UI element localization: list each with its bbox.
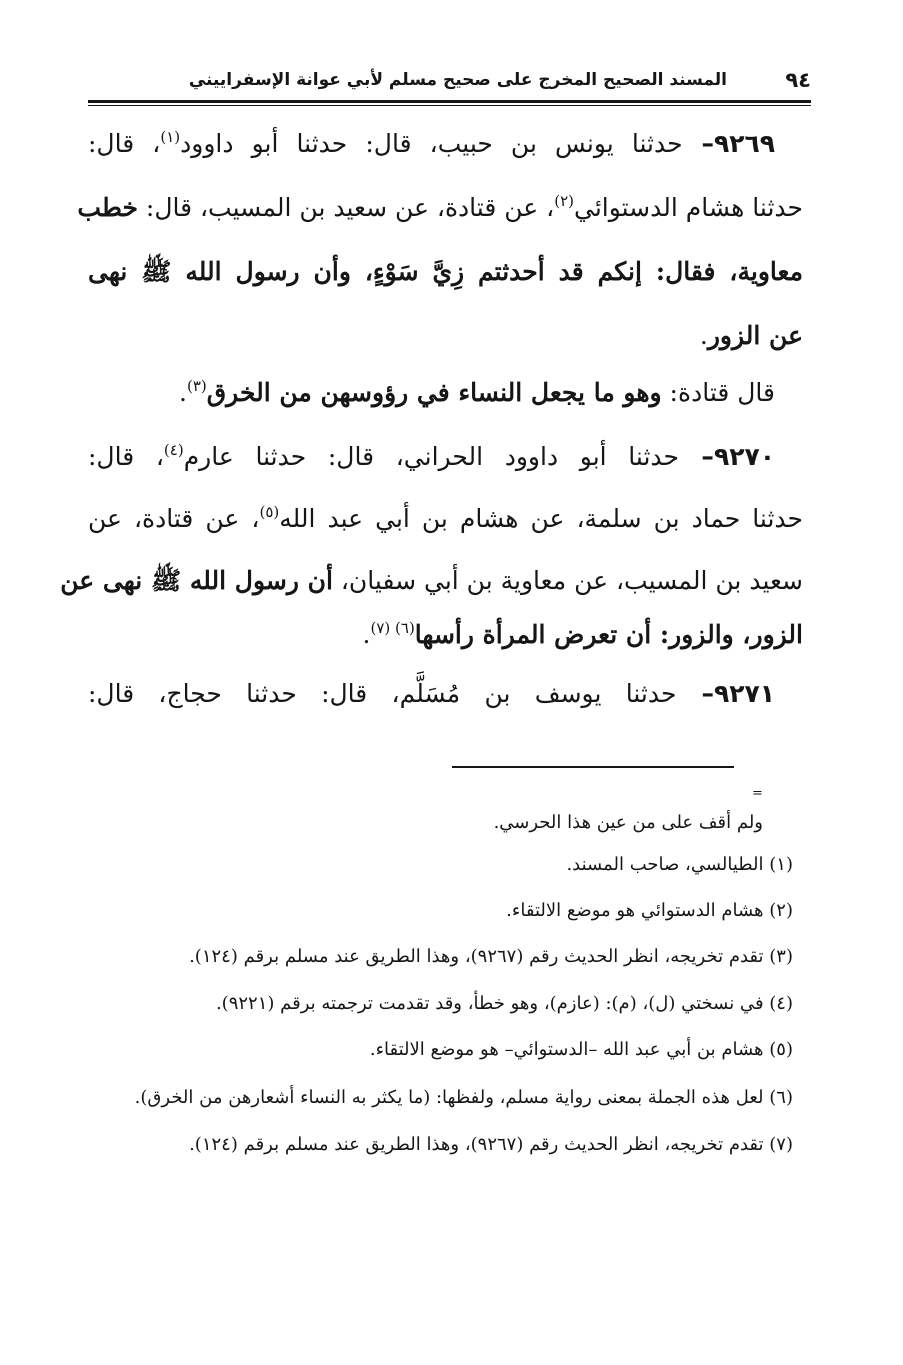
hadith-number: ٩٢٧١	[713, 679, 775, 708]
header-rule-thick	[88, 100, 811, 103]
isnad-text: حدثنا يوسف بن مُسَلَّم، قال: حدثنا حجاج، قال:	[88, 679, 677, 708]
hadith-9269-line-5	[88, 371, 775, 415]
isnad-text: حدثنا يونس بن حبيب، قال: حدثنا أبو داوود	[180, 129, 683, 158]
isnad-text: حدثنا أبو داوود الحراني، قال: حدثنا عارم	[183, 442, 679, 471]
punctuation: .	[699, 321, 708, 350]
hadith-9269-line-2	[77, 186, 803, 230]
footnote-5: (٥) هشام بن أبي عبد الله –الدستوائي– هو موضع الالتقاء.	[369, 1039, 793, 1060]
isnad-text: ، عن قتادة، عن	[88, 504, 260, 533]
footnote-4: (٤) في نسختي (ل)، (م): (عازم)، وهو خطأ، وقد تقدمت ترجمته برقم (٩٢٢١).	[215, 993, 793, 1014]
matn-text: وهو ما يجعل النساء في رؤوسهن من الخرق	[206, 378, 662, 407]
hadith-9270-line-2	[88, 497, 803, 541]
hadith-9269-line-1	[88, 122, 775, 166]
matn-text: الزور، والزور: أن تعرض المرأة رأسها	[414, 620, 803, 649]
hadith-9269-line-4	[88, 314, 803, 358]
footnote-continuation: ولم أقف على من عين هذا الحرسي.	[493, 812, 763, 833]
matn-text: عن الزور	[707, 321, 803, 350]
footnote-ref: (٢)	[554, 192, 574, 210]
isnad-text: ، قال:	[88, 442, 164, 471]
isnad-text: ، قال:	[88, 129, 161, 158]
isnad-text: ، عن قتادة، عن سعيد بن المسيب، قال:	[145, 193, 555, 222]
hadith-dash: –	[678, 442, 714, 471]
hadith-dash: –	[676, 679, 714, 708]
footnote-separator	[452, 766, 734, 768]
footnote-ref: (٦) (٧)	[370, 619, 415, 637]
header-rule-thin	[88, 105, 811, 106]
punctuation: .	[362, 620, 371, 649]
running-title: المسند الصحيح المخرج على صحيح مسلم لأبي عوانة الإسفراييني	[188, 70, 727, 90]
footnote-7: (٧) تقدم تخريجه، انظر الحديث رقم (٩٢٦٧)، وهذا الطريق عند مسلم برقم (١٢٤).	[189, 1134, 793, 1155]
footnote-ref: (١)	[160, 128, 181, 146]
matn-text: خطب	[77, 193, 138, 222]
isnad-text: حدثنا هشام الدستوائي	[573, 193, 803, 222]
footnote-3: (٣) تقدم تخريجه، انظر الحديث رقم (٩٢٦٧)، وهذا الطريق عند مسلم برقم (١٢٤).	[189, 946, 793, 967]
matn-text: معاوية، فقال: إنكم قد أحدثتم زِيَّ سَوْءٍ، وأن رسول الله ﷺ نهى	[88, 257, 803, 286]
hadith-9270-line-4	[88, 613, 803, 657]
punctuation: .	[179, 378, 187, 407]
hadith-number: ٩٢٦٩	[713, 129, 776, 158]
matn-text: أن رسول الله ﷺ نهى عن	[60, 566, 333, 595]
footnote-6: (٦) لعل هذه الجملة بمعنى رواية مسلم، ولفظها: (ما يكثر به النساء أشعارهن من الخرق).	[134, 1087, 793, 1108]
hadith-dash: –	[682, 129, 714, 158]
hadith-9271-line-1	[88, 672, 775, 716]
footnote-ref: (٥)	[259, 503, 280, 521]
hadith-number: ٩٢٧٠	[713, 442, 775, 471]
footnote-1: (١) الطيالسي، صاحب المسند.	[566, 854, 793, 875]
isnad-text: حدثنا حماد بن سلمة، عن هشام بن أبي عبد الله	[279, 504, 803, 533]
isnad-text: قال قتادة:	[669, 378, 775, 407]
footnote-2: (٢) هشام الدستوائي هو موضع الالتقاء.	[506, 900, 793, 921]
hadith-9270-line-1	[88, 435, 775, 479]
hadith-9270-line-3	[60, 559, 803, 603]
footnote-ref: (٣)	[187, 377, 207, 395]
page-header	[88, 68, 811, 96]
hadith-9269-line-3	[88, 250, 803, 294]
isnad-text: سعيد بن المسيب، عن معاوية بن أبي سفيان،	[340, 566, 803, 595]
continuation-mark: =	[752, 786, 763, 801]
page-number: ٩٤	[785, 68, 811, 92]
footnote-ref: (٤)	[163, 441, 184, 459]
